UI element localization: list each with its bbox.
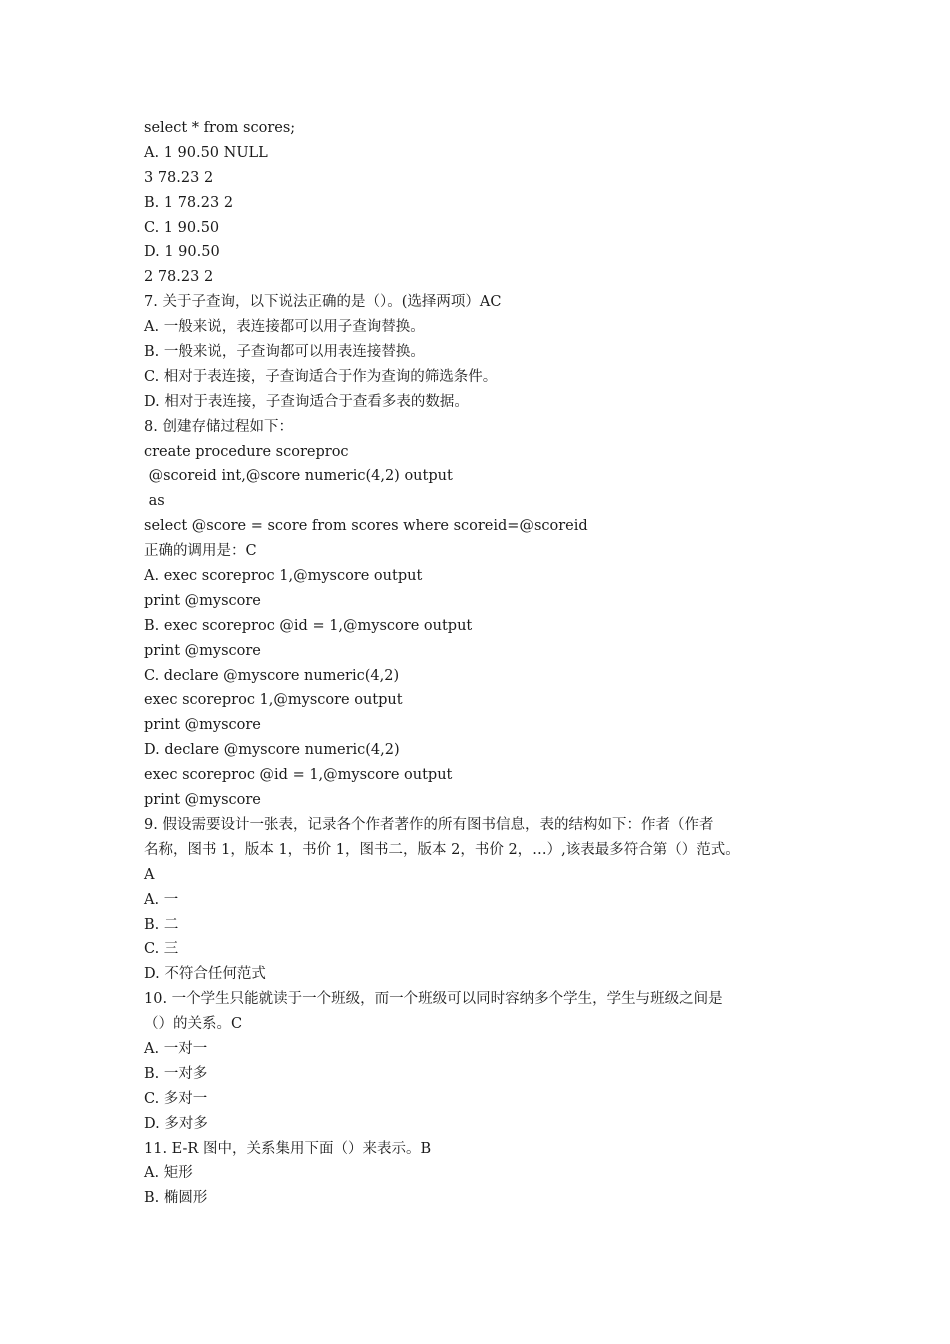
option-line: C. 1 90.50 [144, 219, 220, 236]
code-line: create procedure scoreproc [144, 443, 349, 460]
option-line: C. declare @myscore numeric(4,2) [144, 667, 400, 684]
option-line: B. 二 [144, 916, 179, 933]
option-line: C. 多对一 [144, 1090, 208, 1107]
option-line: B. exec scoreproc @id = 1,@myscore output [144, 617, 473, 634]
answer-line: 正确的调用是：C [144, 543, 257, 560]
question-10: 10. 一个学生只能就读于一个班级，而一个班级可以同时容纳多个学生，学生与班级之间是 [144, 991, 723, 1008]
code-line: @scoreid int,@score numeric(4,2) output [144, 468, 453, 485]
option-line: D. declare @myscore numeric(4,2) [144, 742, 400, 759]
option-line: C. 三 [144, 941, 179, 958]
option-line: A. exec scoreproc 1,@myscore output [144, 568, 423, 585]
option-line: A. 一对一 [144, 1040, 208, 1057]
option-line: B. 一对多 [144, 1065, 208, 1082]
option-line: B. 椭圆形 [144, 1190, 208, 1207]
option-line: A. 1 90.50 NULL [144, 144, 268, 161]
question-8: 8. 创建存储过程如下： [144, 418, 293, 435]
option-line: B. 一般来说，子查询都可以用表连接替换。 [144, 344, 425, 361]
code-line: select * from scores; [144, 120, 296, 136]
option-line: A. 矩形 [144, 1165, 193, 1182]
question-7: 7. 关于子查询，以下说法正确的是（）。(选择两项）AC [144, 294, 502, 311]
question-9-continued: 名称，图书 1，版本 1，书价 1，图书二，版本 2，书价 2，…）,该表最多符合第（）范式。 [144, 841, 740, 858]
option-line: C. 相对于表连接，子查询适合于作为查询的筛选条件。 [144, 368, 498, 385]
question-9: 9. 假设需要设计一张表，记录各个作者著作的所有图书信息，表的结构如下：作者（作者 [144, 816, 714, 833]
option-line: D. 1 90.50 [144, 244, 220, 261]
code-line: print @myscore [144, 642, 261, 659]
code-line: exec scoreproc @id = 1,@myscore output [144, 767, 453, 784]
option-line: 2 78.23 2 [144, 269, 214, 286]
code-line: print @myscore [144, 792, 261, 809]
code-line: print @myscore [144, 592, 261, 609]
question-11: 11. E-R 图中，关系集用下面（）来表示。B [144, 1140, 432, 1157]
question-10-continued: （）的关系。C [144, 1016, 243, 1033]
code-line: exec scoreproc 1,@myscore output [144, 692, 403, 709]
code-line: select @score = score from scores where scoreid=@scoreid [144, 518, 588, 535]
answer-line: A [144, 866, 155, 883]
code-line: as [144, 493, 165, 510]
option-line: D. 多对多 [144, 1115, 208, 1132]
option-line: A. 一般来说，表连接都可以用子查询替换。 [144, 319, 425, 336]
option-line: D. 相对于表连接，子查询适合于查看多表的数据。 [144, 393, 469, 410]
option-line: B. 1 78.23 2 [144, 194, 234, 211]
option-line: 3 78.23 2 [144, 169, 214, 186]
option-line: A. 一 [144, 891, 179, 908]
code-line: print @myscore [144, 717, 261, 734]
option-line: D. 不符合任何范式 [144, 966, 266, 983]
document-body [144, 116, 816, 1211]
